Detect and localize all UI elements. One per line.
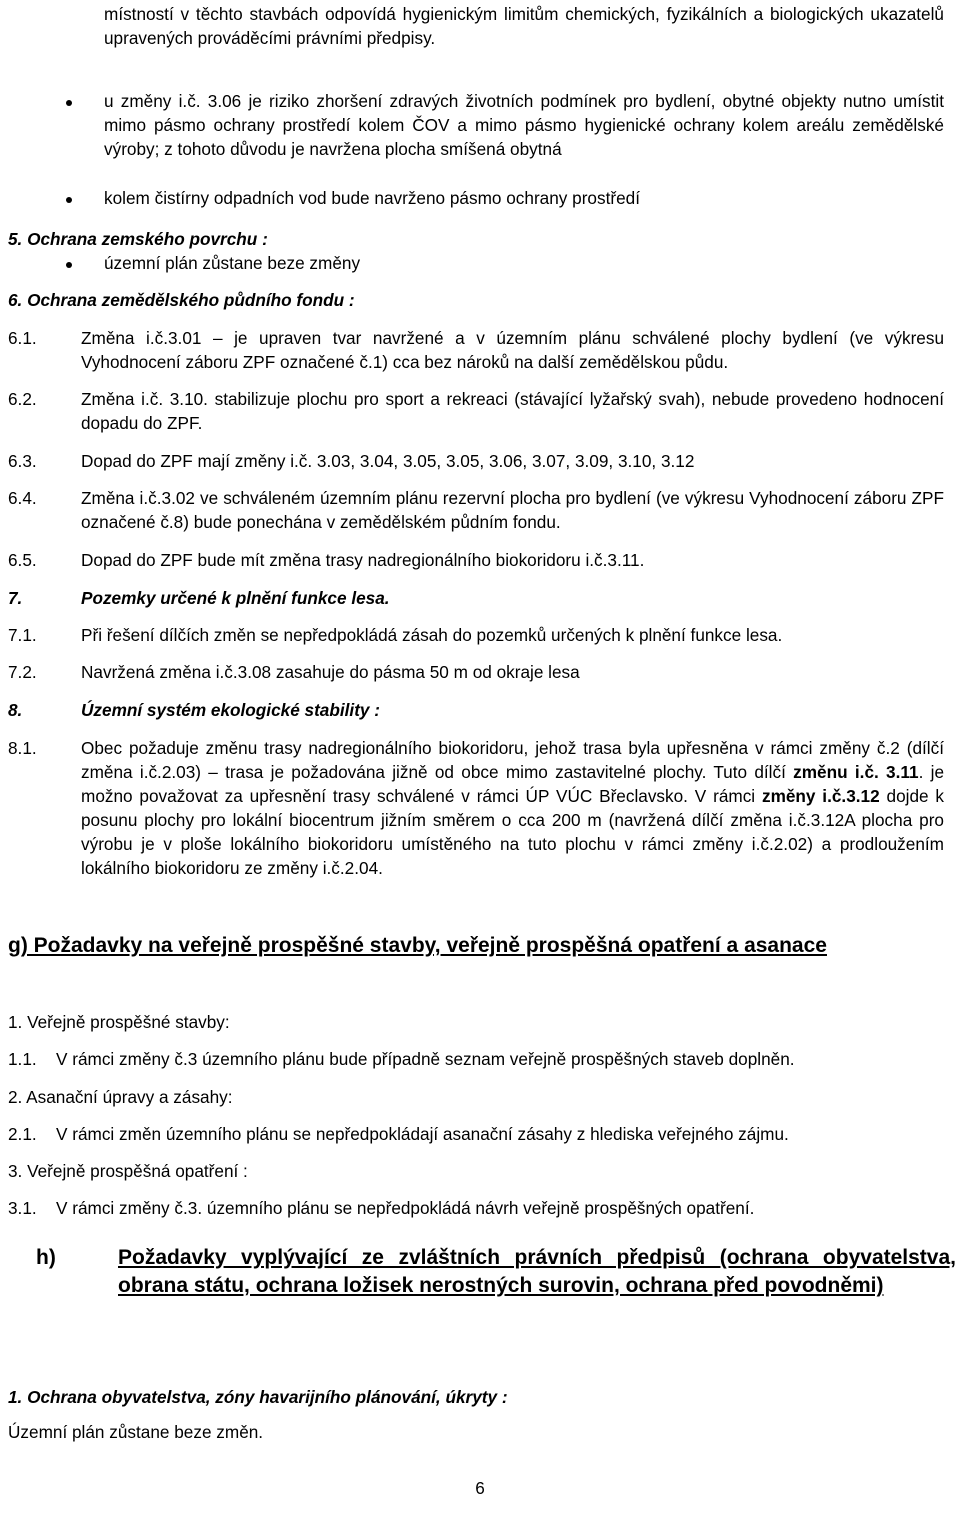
section-7-heading: Pozemky určené k plnění funkce lesa.	[81, 588, 390, 608]
section-8-heading: Územní systém ekologické stability :	[81, 700, 380, 720]
list-heading: 3. Veřejně prospěšná opatření :	[8, 1161, 248, 1181]
item-number: 7.1.	[8, 625, 37, 645]
item-number: 6.5.	[8, 550, 37, 570]
list-heading: 1. Veřejně prospěšné stavby:	[8, 1012, 230, 1032]
item-text: Při řešení dílčích změn se nepředpokládá zásah do pozemků určených k plnění funkce lesa.	[81, 625, 783, 645]
item-text: Změna i.č.3.01 – je upraven tvar navržené a v územním plánu schválené plochy bydlení (ve výkresu Vyhodnocení záboru ZPF označené č.1) cca bez nároků na další zemědělskou půdu.	[81, 328, 944, 372]
text-run-bold: změny i.č.3.12	[761, 786, 880, 806]
bullet-item: kolem čistírny odpadních vod bude navrženo pásmo ochrany prostředí	[104, 188, 640, 208]
bullet-item: územní plán zůstane beze změny	[104, 253, 361, 273]
bullet-item: u změny i.č. 3.06 je riziko zhoršení zdravých životních podmínek pro bydlení, obytné objekty nutno umístit mimo pásmo ochrany prostředí kolem ČOV a mimo pásmo hygienické ochrany kolem areálu zemědělské výroby; z tohoto důvodu je navržena plocha smíšená obytná	[104, 91, 944, 159]
bullet-dot	[66, 100, 72, 106]
item-number: 6.4.	[8, 488, 37, 508]
text-run: dojde k posunu plochy pro lokální biocentrum jižním směrem o cca 200 m (navržená dílčí změna i.č.3.12A plocha pro výrobu je v ploše lokálního biokoridoru umístěného na tuto plochu v rámci změny i.č.2.02) a prodloužením lokálního biokoridoru ze změny i.č.2.04.	[81, 786, 944, 878]
section-8-number: 8.	[8, 700, 23, 720]
item-text: Dopad do ZPF bude mít změna trasy nadregionálního biokoridoru i.č.3.11.	[81, 550, 645, 570]
item-text: V rámci změny č.3 územního plánu bude případně seznam veřejně prospěšných staveb doplněn.	[56, 1049, 795, 1069]
section-h-heading: Požadavky vyplývající ze zvláštních právních předpisů (ochrana obyvatelstva, obrana státu, ochrana ložisek nerostných surovin, ochrana před povodněmi)	[118, 1246, 956, 1297]
item-number: 3.1.	[8, 1198, 37, 1218]
paragraph: Územní plán zůstane beze změn.	[8, 1422, 264, 1442]
item-number: 6.2.	[8, 389, 37, 409]
item-number: 1.1.	[8, 1049, 37, 1069]
item-text: Změna i.č. 3.10. stabilizuje plochu pro sport a rekreaci (stávající lyžařský svah), nebude provedeno hodnocení dopadu do ZPF.	[81, 389, 944, 433]
item-number: 2.1.	[8, 1124, 37, 1144]
paragraph-continuation: místností v těchto stavbách odpovídá hygienickým limitům chemických, fyzikálních a biologických ukazatelů upravených prováděcími právními předpisy.	[104, 4, 944, 48]
item-number: 8.1.	[8, 738, 37, 758]
item-number: 6.3.	[8, 451, 37, 471]
section-h-label: h)	[36, 1246, 56, 1269]
bullet-dot	[66, 262, 72, 268]
text-run: Obec požaduje změnu trasy nadregionálního biokoridoru, jehož trasa byla upřesněna v rámci změny č.2 (dílčí změna i.č.2.03) – trasa je požadována jižně od obce mimo zastavitelné plochy. Tuto dílčí	[81, 738, 944, 782]
item-text: Dopad do ZPF mají změny i.č. 3.03, 3.04, 3.05, 3.05, 3.06, 3.07, 3.09, 3.10, 3.12	[81, 451, 695, 471]
item-text: Navržená změna i.č.3.08 zasahuje do pásma 50 m od okraje lesa	[81, 662, 580, 682]
list-heading: 2. Asanační úpravy a zásahy:	[8, 1087, 233, 1107]
text-run: . je možno považovat za upřesnění trasy schválené v rámci ÚP VÚC Břeclavsko. V rámci	[81, 762, 944, 806]
item-text	[81, 736, 944, 880]
text-run-bold: změnu i.č. 3.11	[793, 762, 919, 782]
subsection-heading: 1. Ochrana obyvatelstva, zóny havarijního plánování, úkryty :	[8, 1387, 508, 1407]
section-5-heading: 5. Ochrana zemského povrchu :	[8, 229, 268, 249]
item-text: Změna i.č.3.02 ve schváleném územním plánu rezervní plocha pro bydlení (ve výkresu Vyhodnocení záboru ZPF označené č.8) bude ponechána v zemědělském půdním fondu.	[81, 488, 944, 532]
item-number: 7.2.	[8, 662, 37, 682]
item-text: V rámci změny č.3. územního plánu se nepředpokládá návrh veřejně prospěšných opatření.	[56, 1198, 755, 1218]
section-7-number: 7.	[8, 588, 23, 608]
item-number: 6.1.	[8, 328, 37, 348]
page-number: 6	[475, 1478, 485, 1498]
bullet-dot	[66, 197, 72, 203]
section-g-heading: g) Požadavky na veřejně prospěšné stavby, veřejně prospěšná opatření a asanace	[8, 934, 827, 957]
item-text: V rámci změn územního plánu se nepředpokládají asanační zásahy z hlediska veřejného zájmu.	[56, 1124, 789, 1144]
section-6-heading: 6. Ochrana zemědělského půdního fondu :	[8, 290, 355, 310]
